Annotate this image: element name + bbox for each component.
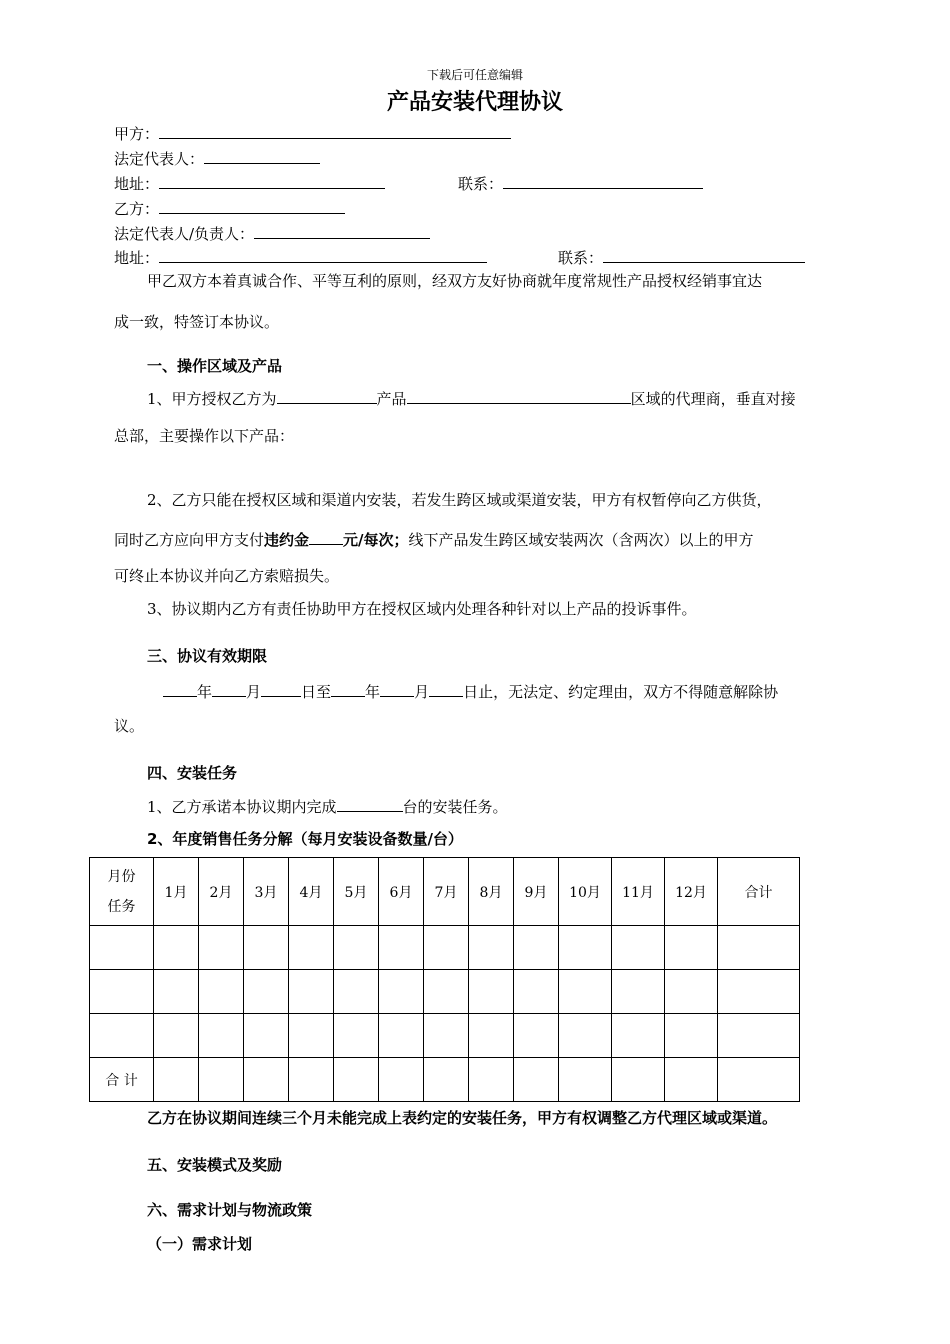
table-cell[interactable] [559, 926, 612, 970]
day-end-label: 日止，无法定、约定理由，双方不得随意解除协 [463, 683, 779, 701]
table-cell[interactable] [334, 1058, 379, 1102]
table-cell[interactable] [469, 926, 514, 970]
table-cell[interactable] [718, 1058, 800, 1102]
table-cell[interactable] [612, 1014, 665, 1058]
table-total-row [90, 1058, 800, 1102]
corner-top-label: 月份 [107, 868, 136, 885]
table-cell[interactable] [90, 970, 154, 1014]
table-cell[interactable] [244, 970, 289, 1014]
end-day-blank[interactable] [429, 680, 463, 697]
start-month-blank[interactable] [212, 680, 246, 697]
end-year-blank[interactable] [331, 680, 365, 697]
year-label: 年 [365, 683, 381, 701]
section-6-sub-1: （一）需求计划 [147, 1235, 253, 1253]
table-cell[interactable] [514, 926, 559, 970]
section-4-item-1 [147, 795, 508, 817]
corner-bottom-label: 任务 [107, 898, 136, 915]
document-title: 产品安装代理协议 [386, 90, 563, 115]
term-line [163, 680, 778, 702]
table-cell[interactable] [718, 1014, 800, 1058]
table-cell[interactable] [559, 1014, 612, 1058]
year-label: 年 [197, 683, 213, 701]
table-cell[interactable] [199, 1014, 244, 1058]
sales-task-table [89, 857, 800, 1102]
month-header-cell: 4月 [289, 858, 334, 926]
section-3-heading: 三、协议有效期限 [147, 647, 268, 665]
legal-rep-b-line [114, 222, 430, 244]
table-cell[interactable] [379, 1058, 424, 1102]
table-corner-cell [90, 858, 154, 926]
table-cell[interactable] [514, 1014, 559, 1058]
legal-rep-a-line [114, 147, 320, 169]
month-header-cell: 8月 [469, 858, 514, 926]
day-to-label: 日至 [301, 683, 332, 701]
penalty-amount-blank[interactable] [309, 528, 343, 545]
table-cell[interactable] [289, 1014, 334, 1058]
month-header-cell: 11月 [612, 858, 665, 926]
item-1-text-b: 台的安装任务。 [402, 798, 508, 816]
item-1-text-a: 1、甲方授权乙方为 [147, 390, 277, 408]
task-note: 乙方在协议期间连续三个月未能完成上表约定的安装任务，甲方有权调整乙方代理区域或渠道。 [147, 1109, 778, 1127]
party-a-blank[interactable] [159, 122, 511, 139]
table-cell[interactable] [289, 970, 334, 1014]
table-cell[interactable] [334, 970, 379, 1014]
table-cell[interactable] [424, 1014, 469, 1058]
month-header-cell: 9月 [514, 858, 559, 926]
table-cell[interactable] [718, 926, 800, 970]
table-cell[interactable] [379, 926, 424, 970]
party-b-blank[interactable] [159, 197, 345, 214]
table-cell[interactable] [424, 1058, 469, 1102]
table-cell[interactable] [665, 926, 718, 970]
contact-b-line [558, 246, 805, 268]
address-a-blank[interactable] [159, 172, 385, 189]
table-cell[interactable] [469, 970, 514, 1014]
table-row [90, 1014, 800, 1058]
table-cell[interactable] [718, 970, 800, 1014]
table-cell[interactable] [289, 1058, 334, 1102]
contact-b-blank[interactable] [603, 246, 805, 263]
section-1-item-1 [147, 387, 796, 409]
party-b-line [114, 197, 345, 219]
table-cell[interactable] [154, 1014, 199, 1058]
penalty-unit: 元/每次； [343, 531, 409, 549]
item-1-text-b: 产品 [376, 390, 407, 408]
month-header-cell: 2月 [199, 858, 244, 926]
contact-a-line [458, 172, 703, 194]
month-header-cell: 12月 [665, 858, 718, 926]
month-header-cell: 6月 [379, 858, 424, 926]
install-qty-blank[interactable] [337, 795, 403, 812]
month-header-cell: 3月 [244, 858, 289, 926]
table-cell[interactable] [199, 970, 244, 1014]
table-cell[interactable] [244, 926, 289, 970]
total-header-cell: 合计 [718, 858, 800, 926]
section-5-heading: 五、安装模式及奖励 [147, 1156, 283, 1174]
start-day-blank[interactable] [261, 680, 301, 697]
address-b-label: 地址： [114, 249, 160, 267]
table-cell[interactable] [334, 926, 379, 970]
total-row-label: 合 计 [90, 1058, 154, 1102]
table-cell[interactable] [244, 1014, 289, 1058]
contact-a-blank[interactable] [503, 172, 703, 189]
party-a-label: 甲方： [114, 125, 160, 143]
section-1-item-1-line-2: 总部，主要操作以下产品： [114, 427, 295, 445]
section-1-item-2-line-2 [114, 528, 754, 550]
region-blank[interactable] [407, 387, 631, 404]
section-4-item-2-heading: 2、年度销售任务分解（每月安装设备数量/台） [147, 830, 463, 848]
table-cell[interactable] [424, 926, 469, 970]
table-cell[interactable] [514, 970, 559, 1014]
term-line-2: 议。 [114, 717, 145, 735]
start-year-blank[interactable] [163, 680, 197, 697]
section-1-item-3: 3、协议期内乙方有责任协助甲方在授权区域内处理各种针对以上产品的投诉事件。 [147, 600, 697, 618]
month-header-cell: 10月 [559, 858, 612, 926]
address-a-line [114, 172, 385, 194]
intro-line-1: 甲乙双方本着真诚合作、平等互利的原则，经双方友好协商就年度常规性产品授权经销事宜达 [147, 272, 763, 290]
address-a-label: 地址： [114, 175, 160, 193]
table-row [90, 970, 800, 1014]
legal-rep-a-label: 法定代表人： [114, 150, 205, 168]
month-label: 月 [414, 683, 430, 701]
end-month-blank[interactable] [380, 680, 414, 697]
table-cell[interactable] [334, 1014, 379, 1058]
table-cell[interactable] [154, 970, 199, 1014]
month-header-cell: 1月 [154, 858, 199, 926]
table-cell[interactable] [665, 970, 718, 1014]
table-cell[interactable] [90, 926, 154, 970]
table-cell[interactable] [199, 926, 244, 970]
item-2-text-a: 同时乙方应向甲方支付 [114, 531, 265, 549]
legal-rep-b-blank[interactable] [254, 222, 430, 239]
party-b-label: 乙方： [114, 200, 160, 218]
table-cell[interactable] [199, 1058, 244, 1102]
contact-b-label: 联系： [558, 249, 604, 267]
penalty-label: 违约金 [264, 531, 310, 549]
item-1-text-c: 区域的代理商，垂直对接 [630, 390, 796, 408]
table-cell[interactable] [379, 970, 424, 1014]
address-b-line [114, 246, 487, 268]
table-cell[interactable] [289, 926, 334, 970]
section-6-heading: 六、需求计划与物流政策 [147, 1201, 313, 1219]
table-cell[interactable] [244, 1058, 289, 1102]
month-label: 月 [246, 683, 262, 701]
address-b-blank[interactable] [159, 246, 487, 263]
section-4-heading: 四、安装任务 [147, 764, 238, 782]
month-header-cell: 7月 [424, 858, 469, 926]
table-cell[interactable] [612, 926, 665, 970]
contact-a-label: 联系： [458, 175, 504, 193]
legal-rep-a-blank[interactable] [204, 147, 320, 164]
table-cell[interactable] [612, 1058, 665, 1102]
table-cell[interactable] [469, 1014, 514, 1058]
table-cell[interactable] [469, 1058, 514, 1102]
month-header-cell: 5月 [334, 858, 379, 926]
item-2-text-b: 线下产品发生跨区域安装两次（含两次）以上的甲方 [408, 531, 754, 549]
table-cell[interactable] [559, 970, 612, 1014]
legal-rep-b-label: 法定代表人/负责人： [114, 225, 255, 243]
section-1-item-2-line-1: 2、乙方只能在授权区域和渠道内安装，若发生跨区域或渠道安装，甲方有权暂停向乙方供货， [147, 491, 772, 509]
table-cell[interactable] [612, 970, 665, 1014]
table-cell[interactable] [424, 970, 469, 1014]
header-note: 下载后可任意编辑 [426, 68, 523, 82]
table-row [90, 926, 800, 970]
item-1-text-a: 1、乙方承诺本协议期内完成 [147, 798, 337, 816]
table-cell[interactable] [154, 1058, 199, 1102]
table-cell[interactable] [90, 1014, 154, 1058]
party-a-line [114, 122, 511, 144]
section-1-heading: 一、操作区域及产品 [147, 357, 283, 375]
table-cell[interactable] [379, 1014, 424, 1058]
table-cell[interactable] [514, 1058, 559, 1102]
intro-line-2: 成一致，特签订本协议。 [114, 313, 280, 331]
table-cell[interactable] [154, 926, 199, 970]
product-blank[interactable] [277, 387, 377, 404]
table-cell[interactable] [665, 1014, 718, 1058]
section-1-item-2-line-3: 可终止本协议并向乙方索赔损失。 [114, 567, 340, 585]
table-cell[interactable] [559, 1058, 612, 1102]
table-cell[interactable] [665, 1058, 718, 1102]
